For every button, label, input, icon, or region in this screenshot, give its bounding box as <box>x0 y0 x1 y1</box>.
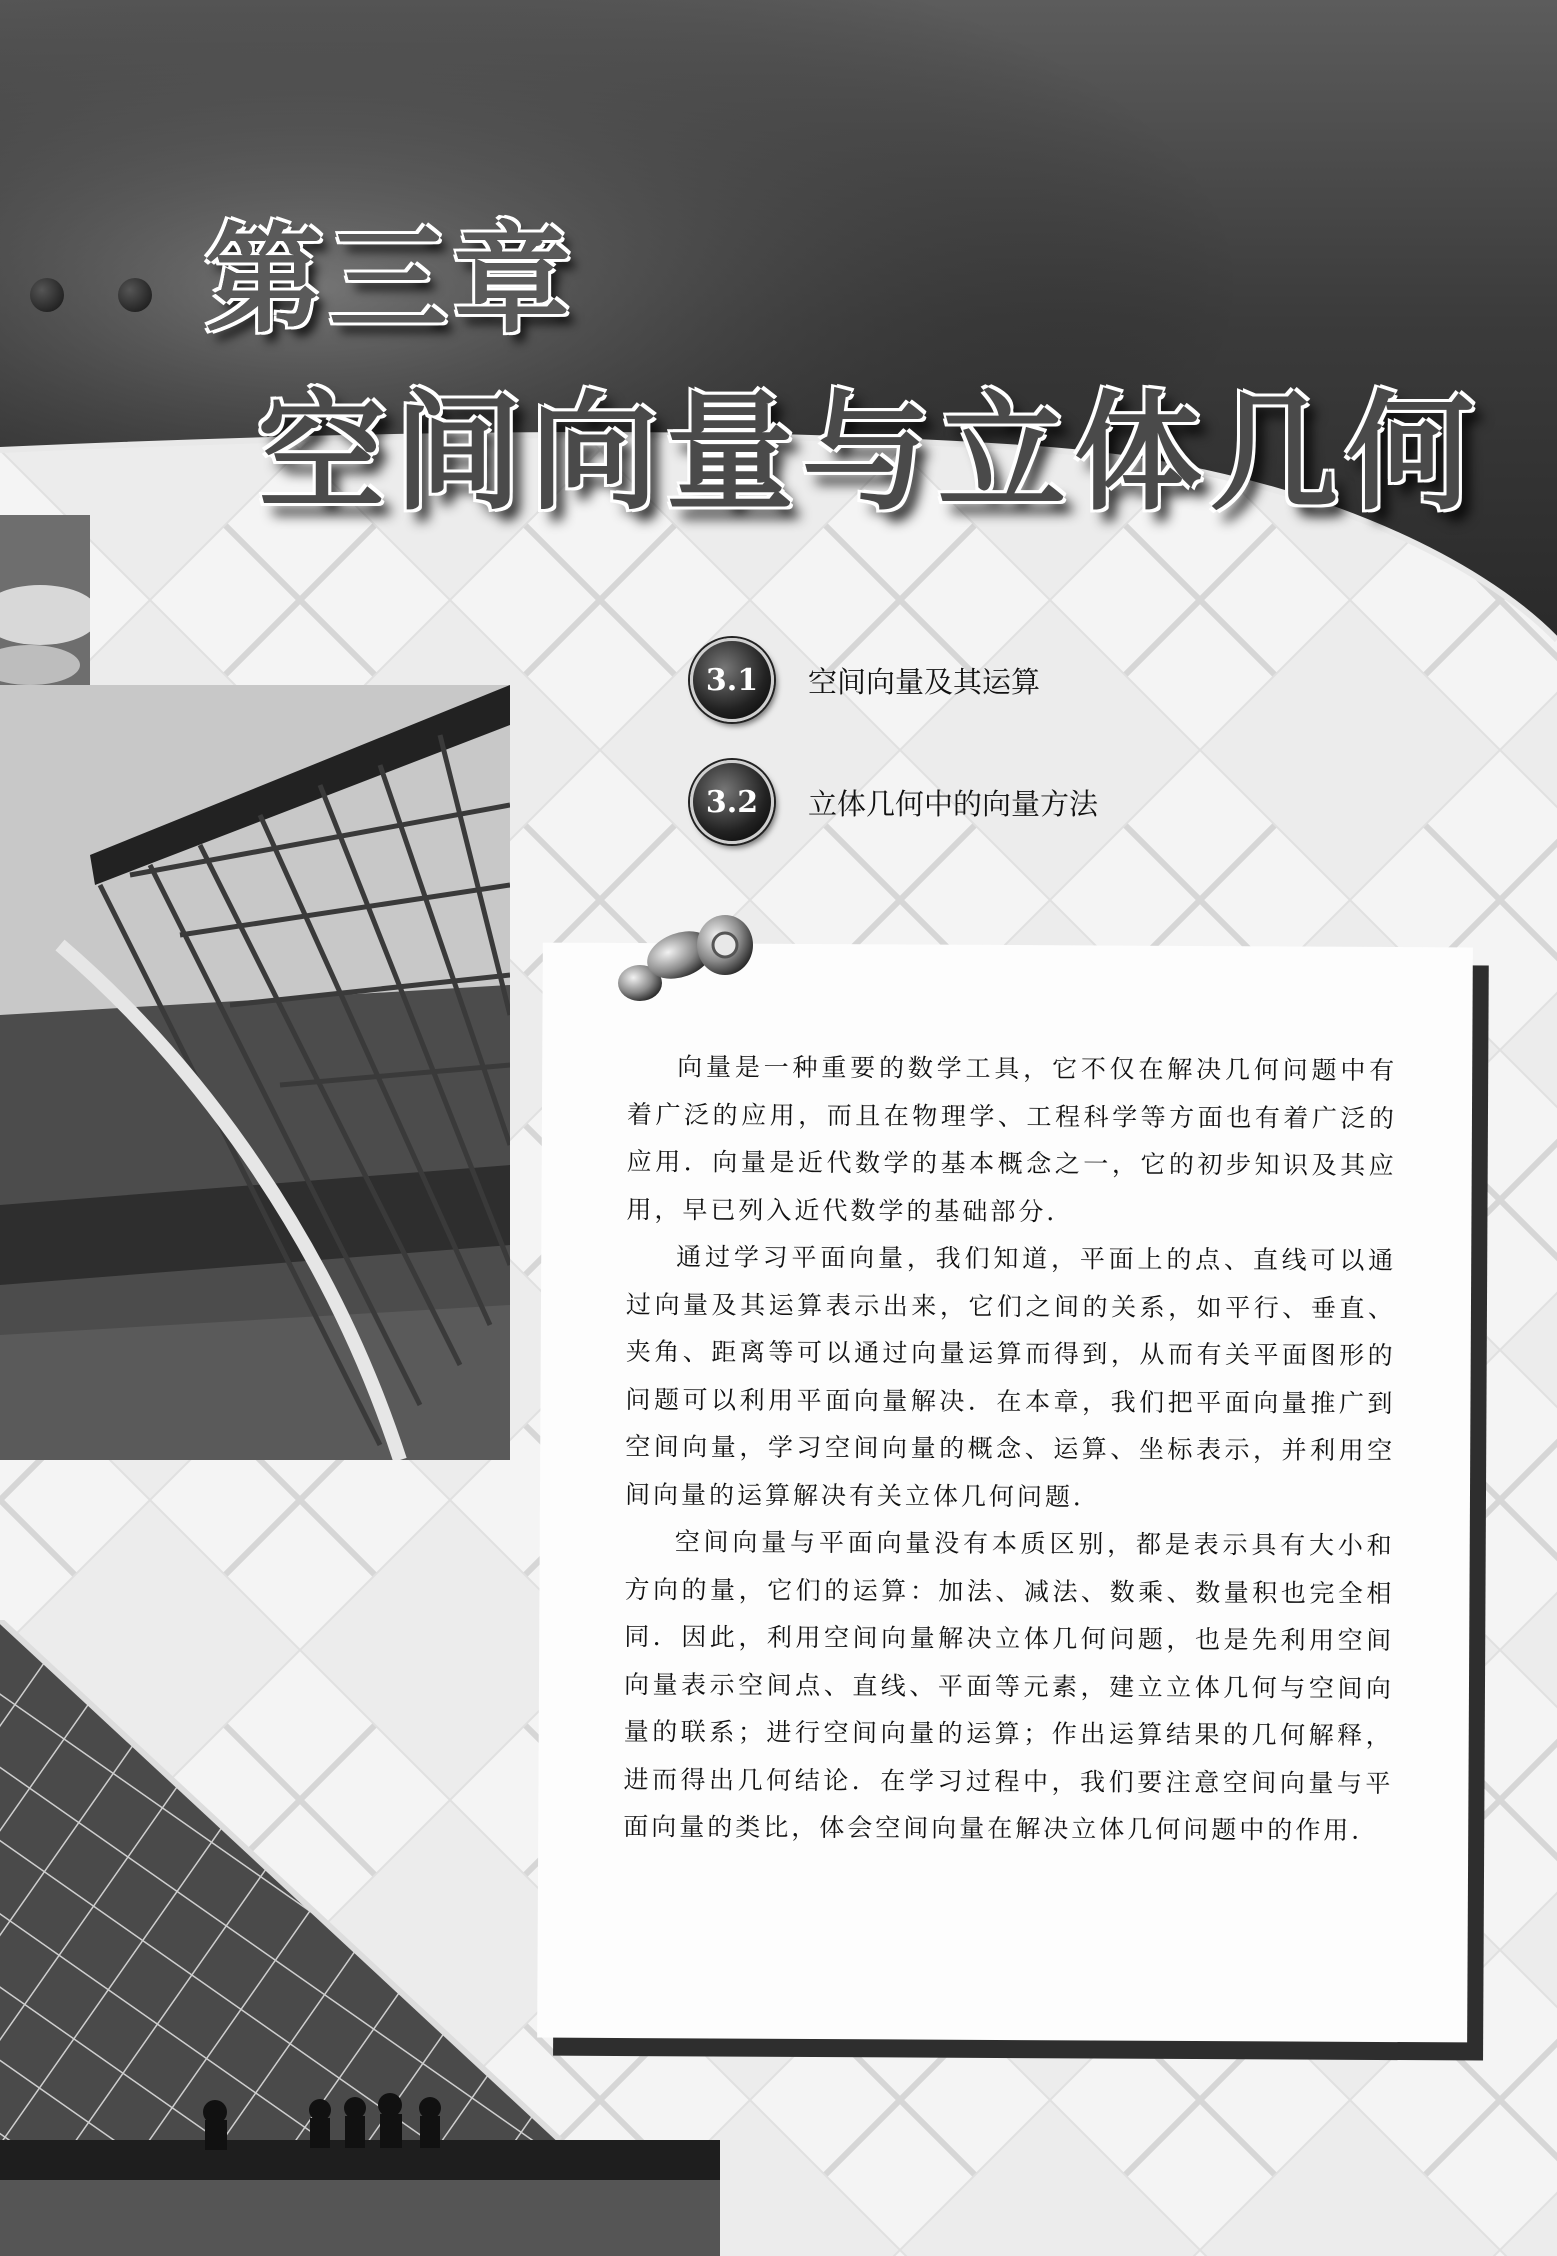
intro-paragraph: 通过学习平面向量，我们知道，平面上的点、直线可以通过向量及其运算表示出来，它们之间的关系，如平行、垂直、夹角、距离等可以通过向量运算而得到，从而有关平面图形的问题可以利用平面向量解决．在本章，我们把平面向量推广到空间向量，学习空间向量的概念、运算、坐标表示，并利用空间向量的运算解决有关立体几何问题． <box>624 1242 1397 1512</box>
paperclip-icon <box>610 905 760 1015</box>
intro-paragraph: 空间向量与平面向量没有本质区别，都是表示具有大小和方向的量，它们的运算：加法、减法、数乘、数量积也完全相同．因此，利用空间向量解决立体几何问题，也是先利用空间向量表示空间点、直线、平面等元素，建立立体几何与空间向量的联系；进行空间向量的运算；作出运算结果的几何解释，进而得出几何结论．在学习过程中，我们要注意空间向量与平面向量的类比，体会空间向量在解决立体几何问题中的作用． <box>623 1527 1395 1845</box>
intro-text <box>623 1043 1397 1855</box>
toc-label: 空间向量及其运算 <box>808 664 1041 699</box>
toc-item-3-1[interactable] <box>690 640 1040 720</box>
toc-label: 立体几何中的向量方法 <box>808 786 1099 821</box>
intro-paper <box>537 943 1473 2043</box>
decorative-dot-icon <box>30 278 64 312</box>
bridge-photo <box>0 685 510 1460</box>
section-badge: 3.1 <box>690 638 774 722</box>
intro-paragraph: 向量是一种重要的数学工具，它不仅在解决几何问题中有着广泛的应用，而且在物理学、工程科学等方面也有着广泛的应用．向量是近代数学的基本概念之一，它的初步知识及其应用，早已列入近代数学的基础部分． <box>626 1052 1398 1226</box>
decorative-dot-icon <box>118 278 152 312</box>
section-badge: 3.2 <box>690 760 774 844</box>
chapter-title: 空间向量与立体几何 <box>258 378 1483 528</box>
chapter-number: 第三章 <box>205 210 578 349</box>
toc-item-3-2[interactable] <box>690 762 1098 842</box>
